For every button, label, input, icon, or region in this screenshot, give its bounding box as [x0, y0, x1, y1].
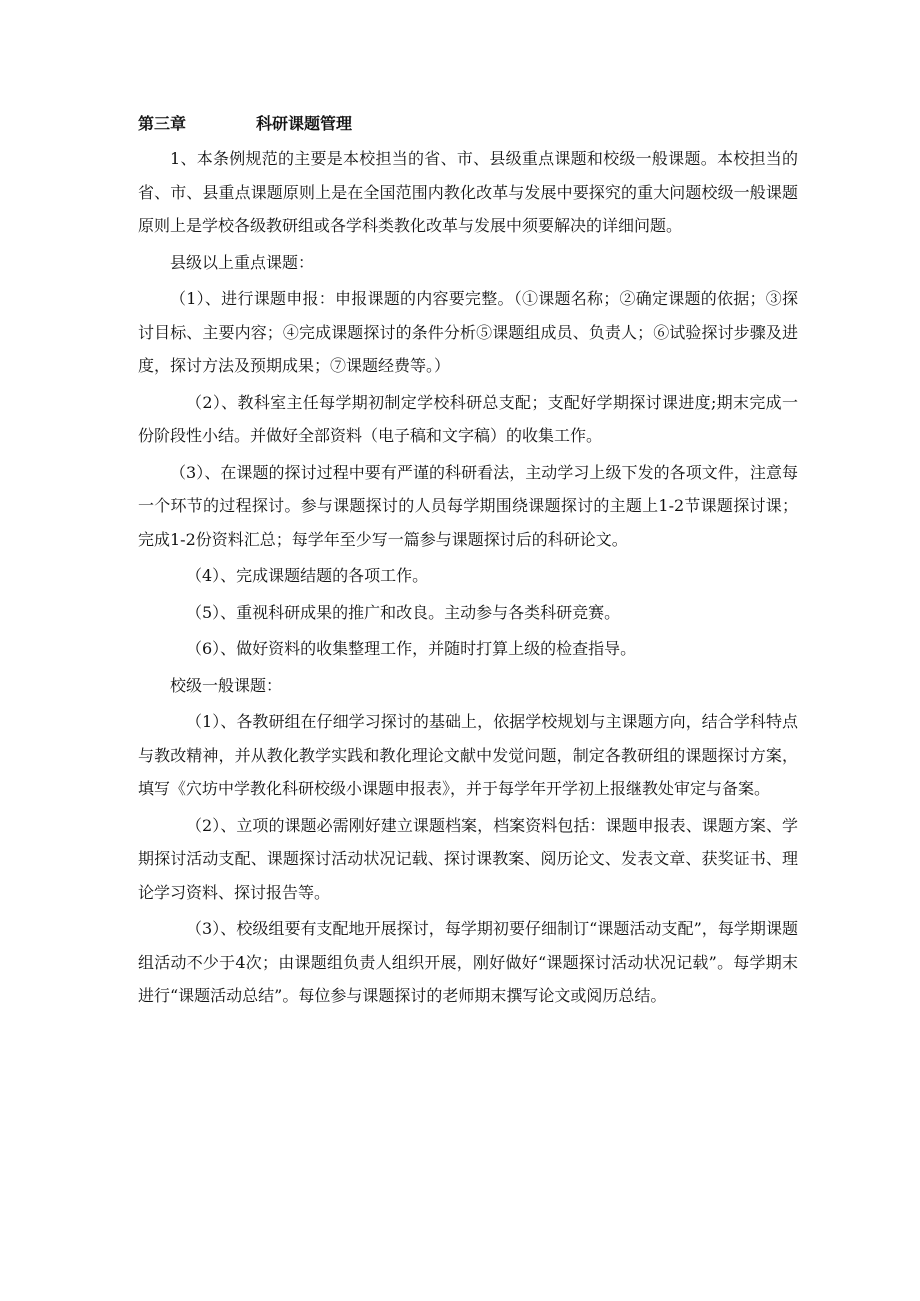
- document-body: [138, 106, 798, 1016]
- county-item-6: （6）、做好资料的收集整理工作，并随时打算上级的检查指导。: [186, 639, 637, 658]
- county-item-2: （2）、教科室主任每学期初制定学校科研总支配；支配好学期探讨课进度;期末完成一份阶段性小结。并做好全部资料（电子稿和文字稿）的收集工作。: [138, 392, 798, 445]
- county-item-5: （5）、重视科研成果的推广和改良。主动参与各类科研竞赛。: [186, 602, 621, 622]
- chapter-heading: [138, 106, 798, 142]
- school-item-1: （1）、各教研组在仔细学习探讨的基础上，依据学校规划与主课题方向，结合学科特点与教改精神，并从教化教学实践和教化理论文献中发觉问题，制定各教研组的课题探讨方案，填写《穴坊中学教化科研校级小课题申报表》，并于每学年开学初上报继教处审定与备案。: [138, 712, 798, 798]
- county-item-1: （1）、进行课题申报：申报课题的内容要完整。（①课题名称；②确定课题的依据；③探讨目标、主要内容；④完成课题探讨的条件分析⑤课题组成员、负责人；⑥试验探讨步骤及进度，探讨方法及预期成果；⑦课题经费等。）: [138, 289, 798, 375]
- county-item-3: （3）、在课题的探讨过程中要有严谨的科研看法，主动学习上级下发的各项文件，注意每一个环节的过程探讨。参与课题探讨的人员每学期围绕课题探讨的主题上1-2节课题探讨课；完成1-2份资料汇总；每学年至少写一篇参与课题探讨后的科研论文。: [138, 462, 798, 549]
- chapter-title: 科研课题管理: [256, 114, 353, 133]
- school-item-2: （2）、立项的课题必需刚好建立课题档案，档案资料包括：课题申报表、课题方案、学期探讨活动支配、课题探讨活动状况记载、探讨课教案、阅历论文、发表文章、获奖证书、理论学习资料、探讨报告等。: [138, 815, 798, 902]
- county-section-heading: 县级以上重点课题：: [170, 252, 315, 272]
- chapter-number: 第三章: [138, 114, 187, 133]
- intro-paragraph: 1、本条例规范的主要是本校担当的省、市、县级重点课题和校级一般课题。本校担当的省、市、县重点课题原则上是在全国范围内教化改革与发展中要探究的重大问题校级一般课题原则上是学校各级教研组或各学科类教化改革与发展中须要解决的详细问题。: [138, 149, 798, 235]
- school-section-heading: 校级一般课题：: [170, 675, 283, 695]
- county-item-4: （4）、完成课题结题的各项工作。: [186, 566, 429, 585]
- school-item-3: （3）、校级组要有支配地开展探讨，每学期初要仔细制订“课题活动支配”，每学期课题组活动不少于4次；由课题组负责人组织开展，刚好做好“课题探讨活动状况记载”。每学期末进行“课题活动总结”。每位参与课题探讨的老师期末撰写论文或阅历总结。: [138, 919, 798, 1005]
